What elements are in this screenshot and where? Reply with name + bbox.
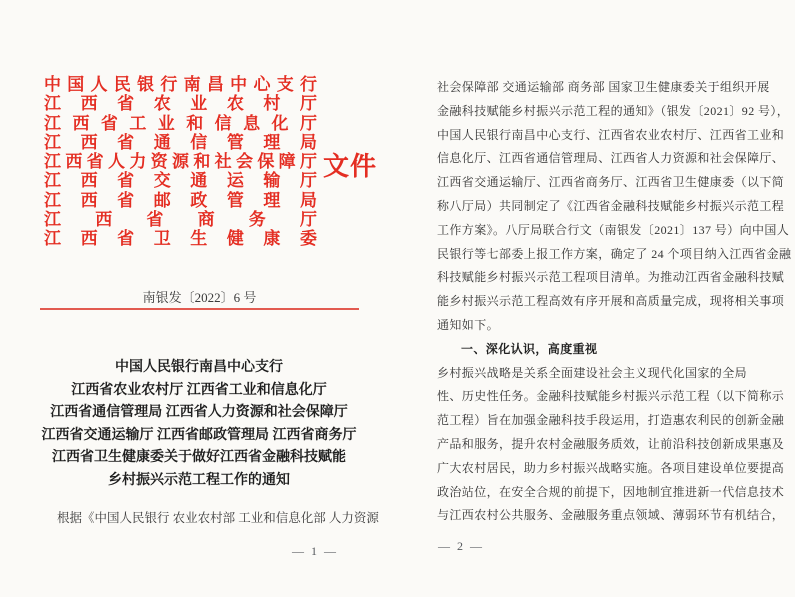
text-line: 江西省通信管理局 江西省人力资源和社会保障厅 <box>50 405 348 420</box>
text-line: 范工程）旨在加强金融科技手段运用，打造惠农利民的创新金融 <box>437 413 785 428</box>
text-line: 江西省交通运输厅 <box>44 171 317 191</box>
text-line: 工作方案》。八厅局联合行文（南银发〔2021〕137 号）向中国人 <box>437 222 790 237</box>
text-line: 性、历史性任务。金融科技赋能乡村振兴示范工程（以下简称示 <box>437 389 785 404</box>
document-title <box>34 357 364 492</box>
text-line: 能乡村振兴示范工程高效有序开展和高质量完成，现将相关事项 <box>437 294 785 309</box>
text-line: 江西省交通运输厅、江西省商务厅、江西省卫生健康委（以下简 <box>437 175 785 190</box>
page-number-2: — 2 — <box>438 539 484 553</box>
red-letterhead-agency-list <box>44 75 317 249</box>
page-2-text-column <box>437 76 792 528</box>
text-line: 科技赋能乡村振兴示范工程项目清单。为推动江西省金融科技赋 <box>437 270 785 285</box>
text-line: 江西省商务厅 <box>44 210 317 230</box>
page-number-1: — 1 — <box>292 544 338 558</box>
text-line: 中国人民银行南昌中心支行 <box>115 360 283 375</box>
text-line: 江西省交通运输厅 江西省邮政管理局 江西省商务厅 <box>41 427 357 443</box>
section-heading-1: 一、深化认识，高度重视 <box>461 341 598 356</box>
text-line: 政治站位，在安全合规的前提下，因地制宜推进新一代信息技术 <box>437 484 785 499</box>
text-line: 称八厅局）共同制定了《江西省金融科技赋能乡村振兴示范工程 <box>437 198 785 213</box>
red-separator-line <box>40 308 359 310</box>
text-line: 金融科技赋能乡村振兴示范工程的通知》（银发〔2021〕92 号）， <box>437 103 790 118</box>
text-line: 民银行等七部委上报工作方案，确定了 24 个项目纳入江西省金融 <box>437 246 792 261</box>
text-line: 产品和服务，提升农村金融服务质效，让前沿科技创新成果惠及 <box>437 436 785 451</box>
text-line: 通知如下。 <box>437 317 500 332</box>
body-paragraph-2 <box>437 362 785 529</box>
text-line: 与江西农村公共服务、金融服务重点领域、薄弱环节有机结合， <box>437 508 785 523</box>
text-line: 乡村振兴战略是关系全面建设社会主义现代化国家的全局 <box>437 365 748 380</box>
body-paragraph-1 <box>437 76 792 338</box>
text-line: 社会保障部 交通运输部 商务部 国家卫生健康委关于组织开展 <box>437 80 770 94</box>
text-line: 乡村振兴示范工程工作的通知 <box>108 472 290 488</box>
body-paragraph-start: 根据《中国人民银行 农业农村部 工业和信息化部 人力资源 <box>57 511 379 525</box>
page-2 <box>398 0 795 597</box>
letterhead-wenjian-label: 文件 <box>323 152 378 181</box>
text-line: 中国人民银行南昌中心支行、江西省农业农村厅、江西省工业和 <box>437 127 785 142</box>
text-line: 中国人民银行南昌中心支行 <box>44 75 317 94</box>
document-reference-number: 南银发〔2022〕6 号 <box>142 290 257 305</box>
text-line: 江西省人力资源和社会保障厅 <box>44 152 317 172</box>
text-line: 信息化厅、江西省通信管理局、江西省人力资源和社会保障厅、 <box>437 151 785 166</box>
text-line: 江西省农业农村厅 江西省工业和信息化厅 <box>71 382 327 398</box>
text-line: 江西省农业农村厅 <box>44 94 317 114</box>
text-line: 江西省通信管理局 <box>44 132 317 152</box>
text-line: 广大农村居民，助力乡村振兴战略实施。各项目建设单位要提高 <box>437 460 785 475</box>
text-line: 江西省邮政管理局 <box>44 190 317 210</box>
text-line: 江西省卫生健康委关于做好江西省金融科技赋能 <box>52 450 346 465</box>
text-line: 江西省工业和信息化厅 <box>44 113 317 133</box>
text-line: 江西省卫生健康委 <box>44 229 317 249</box>
